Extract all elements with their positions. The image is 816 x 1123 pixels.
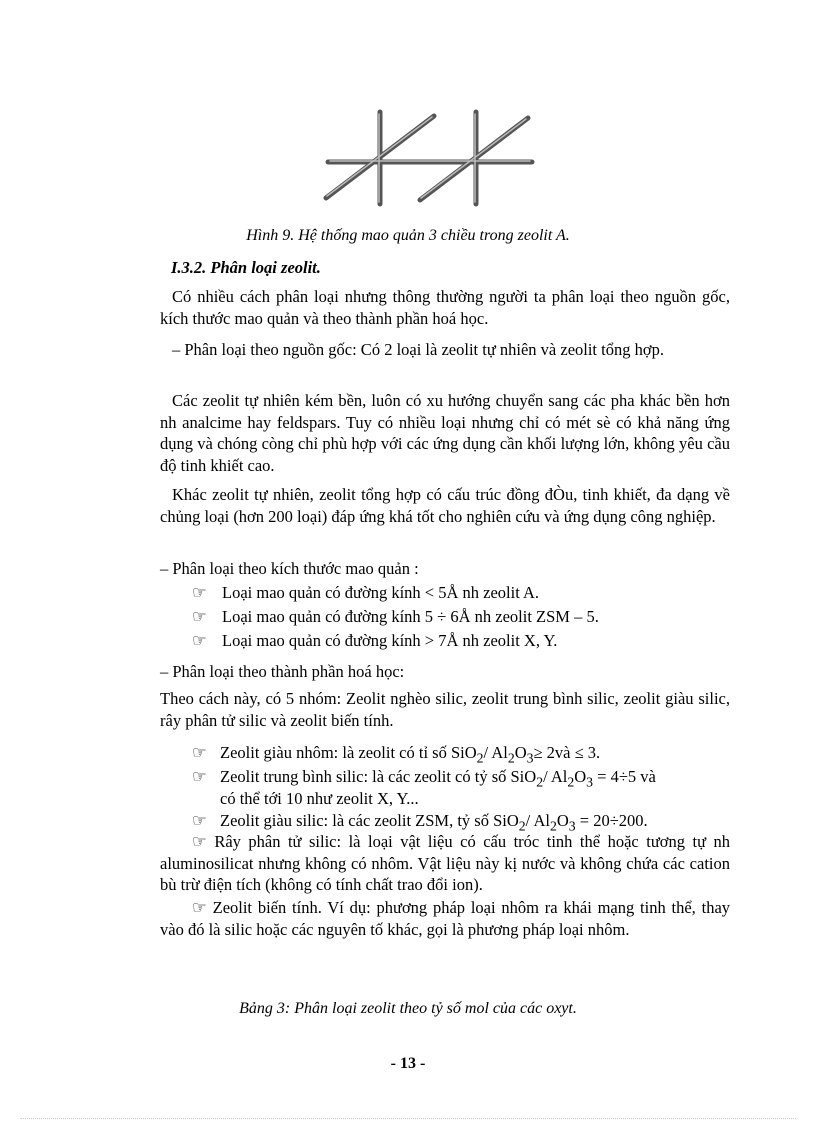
list-item: ☞ Loại mao quản có đường kính > 7Å nh zeolit X, Y. <box>192 631 558 650</box>
pointing-hand-icon: ☞ <box>192 832 207 851</box>
list-item: ☞ Loại mao quản có đường kính 5 ÷ 6Å nh zeolit ZSM – 5. <box>192 607 599 626</box>
list-item: ☞ Zeolit giàu nhôm: là zeolit có tỉ số SiO$_2$/ $Al_2O_3\ge$ 2và ≤ 3. <box>192 743 601 766</box>
pointing-hand-icon: ☞ <box>192 583 207 602</box>
pointing-hand-icon: ☞ <box>192 743 207 762</box>
pointing-hand-icon: ☞ <box>192 767 207 786</box>
paragraph-chemical: – Phân loại theo thành phần hoá học: <box>160 662 405 681</box>
paragraph-natural-zeolite: Các zeolit tự nhiên kém bền, luôn có xu hướng chuyển sang các pha khác bền hơn nh analcime hay feldspars. Tuy có nhiều loại nhưng chỉ có mét sè có khả năng ứng dụng và chóng còng chỉ phù hợp với các ứng dụng cần khối lượng lớn, không yêu cầu độ tinh khiết cao. <box>160 391 730 475</box>
list-item: ☞ Loại mao quản có đường kính < 5Å nh zeolit A. <box>192 583 540 602</box>
footer-divider <box>20 1118 796 1119</box>
list-item: ☞ Rây phân tử silic: là loại vật liệu có cấu tróc tinh thể hoặc tương tự nh aluminosilicat nhưng không có nhôm. Vật liệu này kị nước và không chứa các cation bù trừ điện tích (không có tính chất trao đổi ion). <box>160 832 731 894</box>
pointing-hand-icon: ☞ <box>192 898 207 917</box>
section-heading: I.3.2. Phân loại zeolit. <box>171 258 321 277</box>
pointing-hand-icon: ☞ <box>192 631 207 650</box>
paragraph-classification-intro: Có nhiều cách phân loại nhưng thông thường người ta phân loại theo nguồn gốc, kích thước mao quản và theo thành phần hoá học. <box>160 287 730 328</box>
channel-rods <box>326 112 532 204</box>
list-item: ☞ Zeolit giàu silic: là các zeolit ZSM, tỷ số SiO$_2$/ $Al_2O_3 = 20\div 200$. <box>192 811 648 834</box>
figure-caption: Hình 9. Hệ thống mao quản 3 chiều trong zeolit A. <box>246 227 570 244</box>
page-number: - 13 - <box>390 1055 426 1072</box>
paragraph-five-groups: Theo cách này, có 5 nhóm: Zeolit nghèo silic, zeolit trung bình silic, zeolit giàu silic, rây phân tử silic và zeolit biến tính. <box>160 689 730 730</box>
pointing-hand-icon: ☞ <box>192 607 207 626</box>
pointing-hand-icon: ☞ <box>192 811 207 830</box>
list-item: ☞ Zeolit trung bình silic: là các zeolit có tỷ số SiO$_2$/ $Al_2O_3 = 4\div 5$ và <box>192 767 656 790</box>
paragraph-synthetic-zeolite: Khác zeolit tự nhiên, zeolit tổng hợp có cấu trúc đồng đÒu, tinh khiết, đa dạng về chủng loại (hơn 200 loại) đáp ứng khá tốt cho nghiên cứu và ứng dụng công nghiệp. <box>160 485 730 526</box>
list-item-continuation: có thể tới 10 như zeolit X, Y... <box>220 789 419 808</box>
paragraph-pore-size: – Phân loại theo kích thước mao quản : <box>160 559 419 578</box>
table-caption: Bảng 3: Phân loại zeolit theo tỷ số mol của các oxyt. <box>239 1000 577 1017</box>
paragraph-origin: – Phân loại theo nguồn gốc: Có 2 loại là zeolit tự nhiên và zeolit tổng hợp. <box>172 340 664 359</box>
zeolite-channel-figure <box>316 108 546 208</box>
list-item: ☞ Zeolit biến tính. Ví dụ: phương pháp loại nhôm ra khái mạng tinh thể, thay vào đó là silic hoặc các nguyên tố khác, gọi là phương pháp loại nhôm. <box>160 898 731 939</box>
